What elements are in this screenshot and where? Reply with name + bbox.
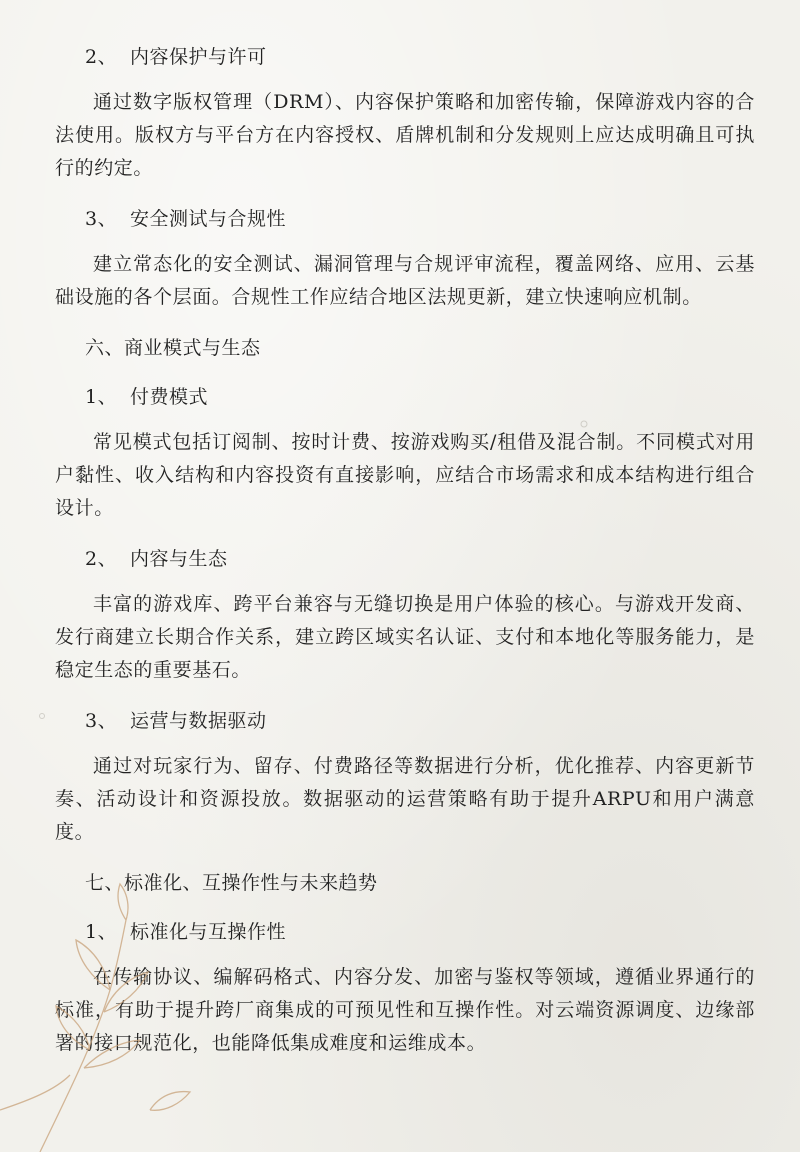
paragraph-payment-models: 常见模式包括订阅制、按时计费、按游戏购买/租借及混合制。不同模式对用户黏性、收入结构和内容投资有直接影响，应结合市场需求和成本结构进行组合设计。 — [55, 431, 755, 519]
heading-number: 3、 — [85, 208, 118, 230]
heading-number: 2、 — [85, 548, 118, 570]
paragraph-content-protection: 通过数字版权管理（DRM）、内容保护策略和加密传输，保障游戏内容的合法使用。版权方与平台方在内容授权、盾牌机制和分发规则上应达成明确且可执行的约定。 — [55, 91, 755, 179]
heading-number: 1、 — [85, 386, 118, 408]
heading-number: 2、 — [85, 46, 118, 68]
section-heading-6: 六、商业模式与生态 — [85, 337, 261, 359]
heading-6-1 — [55, 382, 755, 412]
heading-number: 3、 — [85, 710, 118, 732]
heading-number: 1、 — [85, 921, 118, 943]
heading-2-3 — [55, 204, 755, 234]
heading-text: 标准化与互操作性 — [130, 921, 287, 943]
heading-2-2 — [55, 42, 755, 72]
paragraph-operations-data: 通过对玩家行为、留存、付费路径等数据进行分析，优化推荐、内容更新节奏、活动设计和资源投放。数据驱动的运营策略有助于提升ARPU和用户满意度。 — [55, 755, 755, 843]
heading-text: 内容与生态 — [130, 548, 228, 570]
heading-text: 内容保护与许可 — [130, 46, 267, 68]
heading-6-2 — [55, 544, 755, 574]
section-heading-7: 七、标准化、互操作性与未来趋势 — [85, 872, 378, 894]
paragraph-standardization: 在传输协议、编解码格式、内容分发、加密与鉴权等领域，遵循业界通行的标准，有助于提升跨厂商集成的可预见性和互操作性。对云端资源调度、边缘部署的接口规范化，也能降低集成难度和运维成本。 — [55, 966, 755, 1054]
paragraph-security-testing: 建立常态化的安全测试、漏洞管理与合规评审流程，覆盖网络、应用、云基础设施的各个层面。合规性工作应结合地区法规更新，建立快速响应机制。 — [55, 253, 755, 308]
heading-text: 付费模式 — [130, 386, 209, 408]
document-body — [55, 42, 755, 1060]
heading-text: 运营与数据驱动 — [130, 710, 267, 732]
heading-7-1 — [55, 917, 755, 947]
heading-6-3 — [55, 706, 755, 736]
heading-text: 安全测试与合规性 — [130, 208, 287, 230]
paragraph-content-ecosystem: 丰富的游戏库、跨平台兼容与无缝切换是用户体验的核心。与游戏开发商、发行商建立长期合作关系，建立跨区域实名认证、支付和本地化等服务能力，是稳定生态的重要基石。 — [55, 593, 755, 681]
